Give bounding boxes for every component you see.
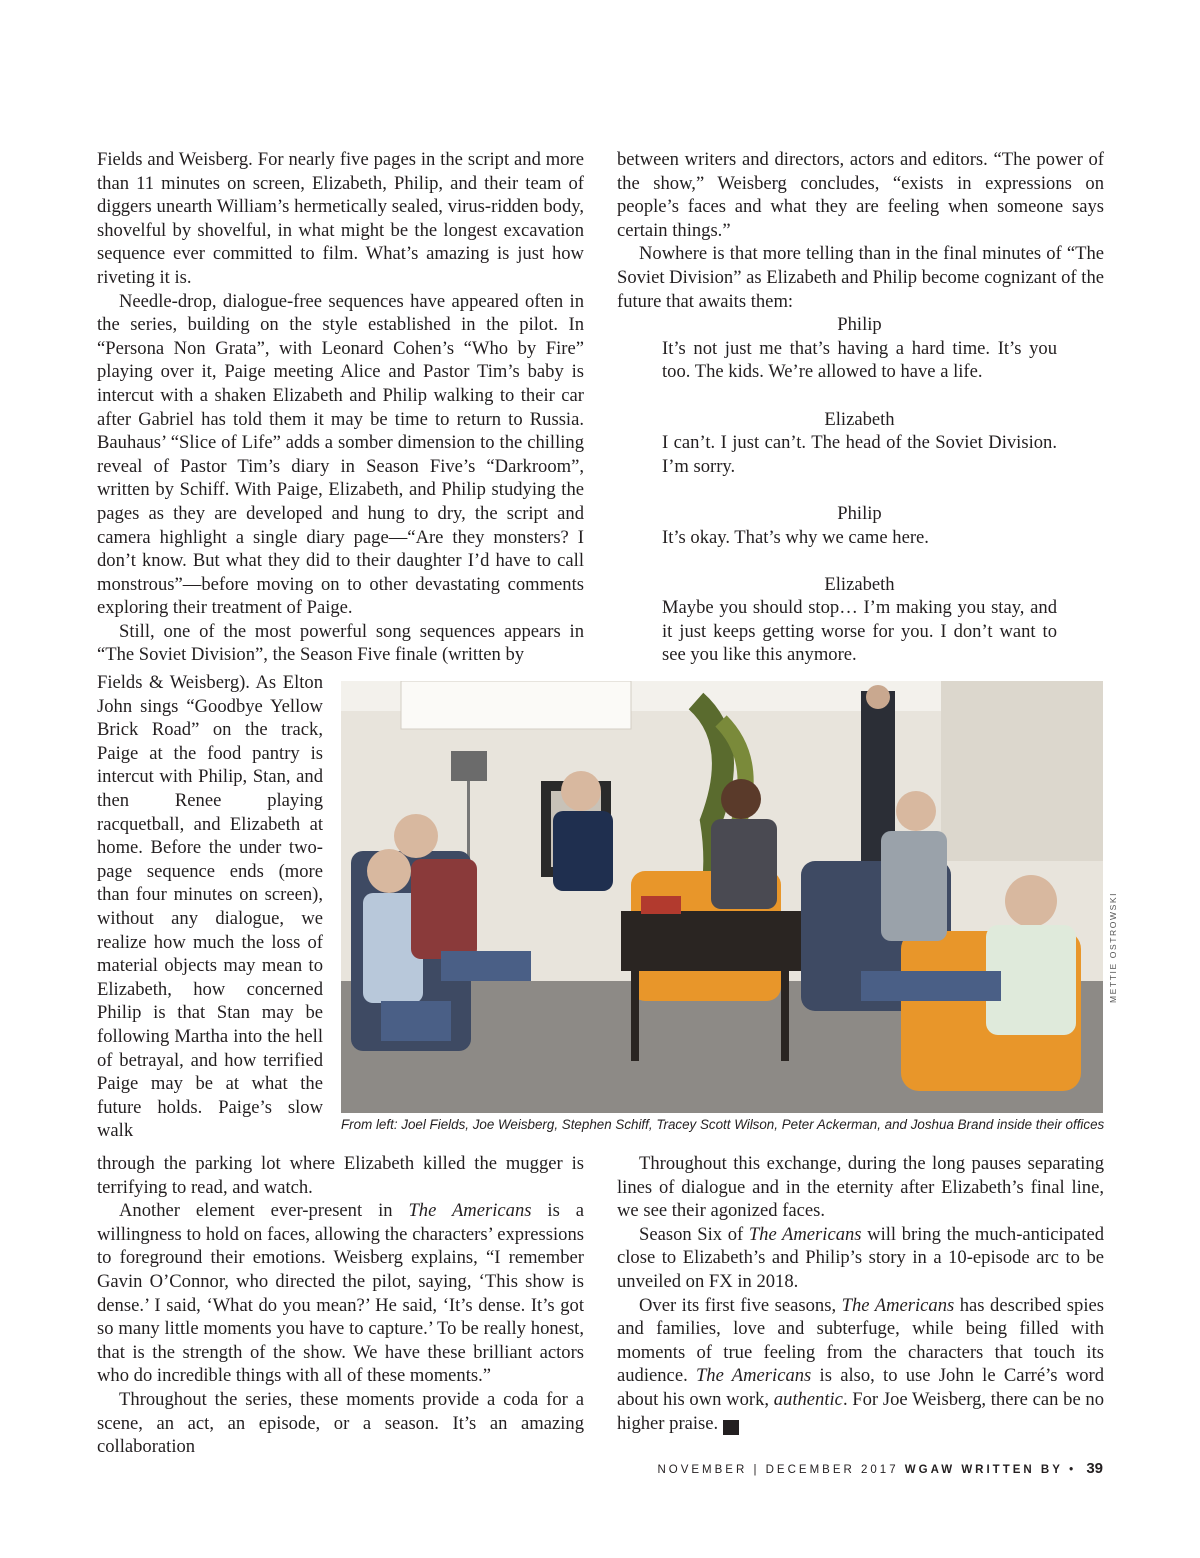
script-speaker: Philip bbox=[837, 314, 882, 336]
photo-writers-room bbox=[341, 681, 1103, 1113]
right-column-top bbox=[617, 148, 1104, 667]
script-line: It’s okay. That’s why we came here. bbox=[662, 526, 929, 548]
photo-caption: From left: Joel Fields, Joe Weisberg, Stephen Schiff, Tracey Scott Wilson, Peter Ackerman, and Joshua Brand inside their offices bbox=[341, 1117, 1105, 1132]
publication-name: WGAW WRITTEN BY bbox=[904, 1464, 1063, 1476]
paragraph: Fields and Weisberg. For nearly five pages in the script and more than 11 minutes on screen, Elizabeth, Philip, and their team of diggers unearth William’s hermetically sealed, virus-ridden body, shovelful by shovelful, in what might be the longest excavation sequence ever committed to film. What’s amazing is just how riveting it is. bbox=[97, 149, 584, 288]
paragraph: Another element ever-present in The Americans is a willingness to hold on faces, allowing the characters’ expressions to foreground their emotions. Weisberg explains, “I remember Gavin O’Connor, who directed the pilot, saying, ‘This show is dense.’ I said, ‘What do you mean?’ He said, ‘It’s dense. It’s got so many little moments you have to capture.’ To be really honest, that is the strength of the show. We have these brilliant actors who do incredible things with all of these moments.” bbox=[97, 1200, 584, 1387]
photo-illustration bbox=[341, 681, 1103, 1113]
bullet: • bbox=[1069, 1464, 1077, 1476]
paragraph: Fields & Weisberg). As Elton John sings “Goodbye Yellow Brick Road” on the track, Paige at the food pantry is intercut with Philip, Stan, and then Renee playing racquetball, and Elizabeth at home. Before the under two-page sequence ends (more than four minutes on screen), without any dialogue, we realize how much the loss of material objects may mean to Elizabeth, how concerned Philip is that Stan may be following Martha into the hell of betrayal, and how terrified Paige may be at what the future holds. Paige’s slow walk bbox=[97, 672, 323, 1142]
script-excerpt bbox=[662, 313, 1057, 667]
paragraph: Throughout the series, these moments provide a coda for a scene, an act, an episode, or a season. It’s an amazing collaboration bbox=[97, 1388, 584, 1458]
page-number: 39 bbox=[1086, 1460, 1103, 1477]
show-title: The Americans bbox=[748, 1223, 862, 1245]
script-speaker: Elizabeth bbox=[824, 573, 895, 595]
paragraph: Nowhere is that more telling than in the final minutes of “The Soviet Division” as Elizabeth and Philip become cognizant of the future that awaits them: bbox=[617, 243, 1104, 312]
paragraph: through the parking lot where Elizabeth killed the mugger is terrifying to read, and watch. bbox=[97, 1153, 584, 1198]
script-line: Maybe you should stop… I’m making you stay, and it just keeps getting worse for you. I don’t want to see you like this anymore. bbox=[662, 597, 1057, 666]
photo-credit: METTIE OSTROWSKI bbox=[1108, 891, 1118, 1003]
script-line: I can’t. I just can’t. The head of the Soviet Division. I’m sorry. bbox=[662, 432, 1057, 477]
show-title: The Americans bbox=[695, 1365, 812, 1387]
paragraph: Throughout this exchange, during the long pauses separating lines of dialogue and in the eternity after Elizabeth’s final line, we see their agonized faces. bbox=[617, 1153, 1104, 1222]
paragraph: Over its first five seasons, The Americans has described spies and families, love and subterfuge, while being filled with moments of true feeling from the characters that touch its audience. The Americans is also, to use John le Carré’s word about his own work, authentic. For Joe Weisberg, there can be no higher praise. WB bbox=[617, 1294, 1104, 1434]
paragraph: Needle-drop, dialogue-free sequences have appeared often in the series, building on the style established in the pilot. In “Persona Non Grata”, with Leonard Cohen’s “Who by Fire” playing over it, Paige meeting Alice and Pastor Tim’s baby is intercut with a shaken Elizabeth and Philip walking to their car after Gabriel has told them it may be time to return to Russia. Bauhaus’ “Slice of Life” adds a somber dimension to the chilling reveal of Pastor Tim’s diary in Season Five’s “Darkroom”, written by Schiff. With Paige, Elizabeth, and Philip studying the pages as they are developed and hung to dry, the script and camera highlight a single diary page—“Are they monsters? I don’t know. But what they did to their daughter I’d have to call monstrous”—before moving on to other devastating comments exploring their treatment of Paige. bbox=[97, 290, 584, 619]
show-title: The Americans bbox=[408, 1200, 532, 1222]
issue-date: NOVEMBER | DECEMBER 2017 bbox=[657, 1464, 899, 1476]
paragraph: Season Six of The Americans will bring the much-anticipated close to Elizabeth’s and Philip’s story in a 10-episode arc to be unveiled on FX in 2018. bbox=[617, 1223, 1104, 1292]
script-speaker: Philip bbox=[837, 502, 882, 524]
left-column-narrow bbox=[97, 671, 323, 1143]
script-speaker: Elizabeth bbox=[824, 408, 895, 430]
left-column-top bbox=[97, 148, 584, 667]
page-footer bbox=[657, 1460, 1103, 1477]
end-mark-icon: WB bbox=[723, 1420, 739, 1435]
emphasis: authentic bbox=[773, 1388, 843, 1410]
right-column-bottom bbox=[617, 1152, 1104, 1435]
left-column-bottom bbox=[97, 1152, 584, 1459]
show-title: The Americans bbox=[841, 1294, 955, 1316]
paragraph: Still, one of the most powerful song sequences appears in “The Soviet Division”, the Season Five finale (written by bbox=[97, 620, 584, 666]
paragraph: between writers and directors, actors and editors. “The power of the show,” Weisberg concludes, “exists in expressions on people’s faces and what they are feeling when someone says certain things.” bbox=[617, 149, 1104, 241]
script-line: It’s not just me that’s having a hard time. It’s you too. The kids. We’re allowed to have a life. bbox=[662, 337, 1057, 383]
